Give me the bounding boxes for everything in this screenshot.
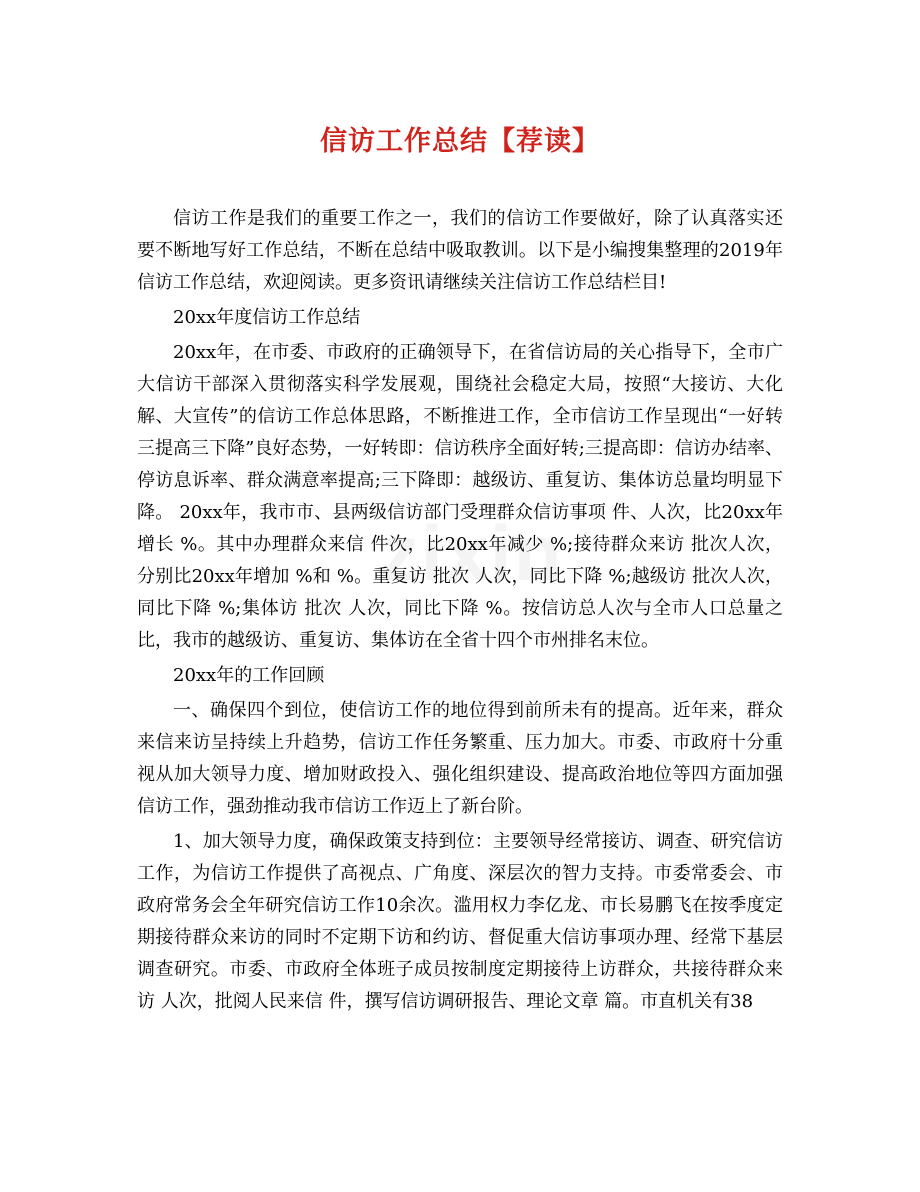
- document-body: [137, 203, 783, 1021]
- review-paragraph-2: 1、加大领导力度，确保政策支持到位：主要领导经常接访、调查、研究信访工作，为信访工作提供了高视点、广角度、深层次的智力支持。市委常委会、市政府常务会全年研究信访工作10余次。滥用权力李亿龙、市长易鹏飞在按季度定期接待群众来访的同时不定期下访和约访、督促重大信访事项办理、经常下基层调查研究。市委、市政府全体班子成员按制度定期接待上访群众，共接待群众来访 人次，批阅人民来信 件，撰写信访调研报告、理论文章 篇。市直机关有38: [137, 831, 783, 1012]
- section-heading-work-review: 20xx年的工作回顾: [173, 665, 325, 686]
- intro-paragraph: 信访工作是我们的重要工作之一，我们的信访工作要做好，除了认真落实还要不断地写好工作总结，不断在总结中吸取教训。以下是小编搜集整理的2019年信访工作总结，欢迎阅读。更多资讯请继续关注信访工作总结栏目!: [137, 208, 783, 293]
- review-paragraph-1: 一、确保四个到位，使信访工作的地位得到前所未有的提高。近年来，群众来信来访呈持续上升趋势，信访工作任务繁重、压力加大。市委、市政府十分重视从加大领导力度、增加财政投入、强化组织建设、提高政治地位等四方面加强信访工作，强劲推动我市信访工作迈上了新台阶。: [137, 700, 783, 817]
- watermark: zixin: [380, 509, 564, 597]
- summary-paragraph: 20xx年，在市委、市政府的正确领导下，在省信访局的关心指导下，全市广大信访干部深入贯彻落实科学发展观，围绕社会稳定大局，按照“大接访、大化解、大宣传”的信访工作总体思路，不断推进工作，全市信访工作呈现出“一好转三提高三下降”良好态势，一好转即：信访秩序全面好转;三提高即：信访办结率、停访息诉率、群众满意率提高;三下降即：越级访、重复访、集体访总量均明显下降。 20xx年，我市市、县两级信访部门受理群众信访事项 件、人次，比20xx年增长 %。其中办理群众来信 件次，比20xx年减少 %;接待群众来访 批次人次，分别比20xx年增加 %和 %。重复访 批次 人次，同比下降 %;越级访 批次人次，同比下降 %;集体访 批次 人次，同比下降 %。按信访总人次与全市人口总量之比，我市的越级访、重复访、集体访在全省十四个市州排名末位。: [137, 342, 783, 651]
- document-title: 信访工作总结【荐读】: [320, 126, 600, 157]
- section-heading-annual-summary: 20xx年度信访工作总结: [173, 307, 361, 328]
